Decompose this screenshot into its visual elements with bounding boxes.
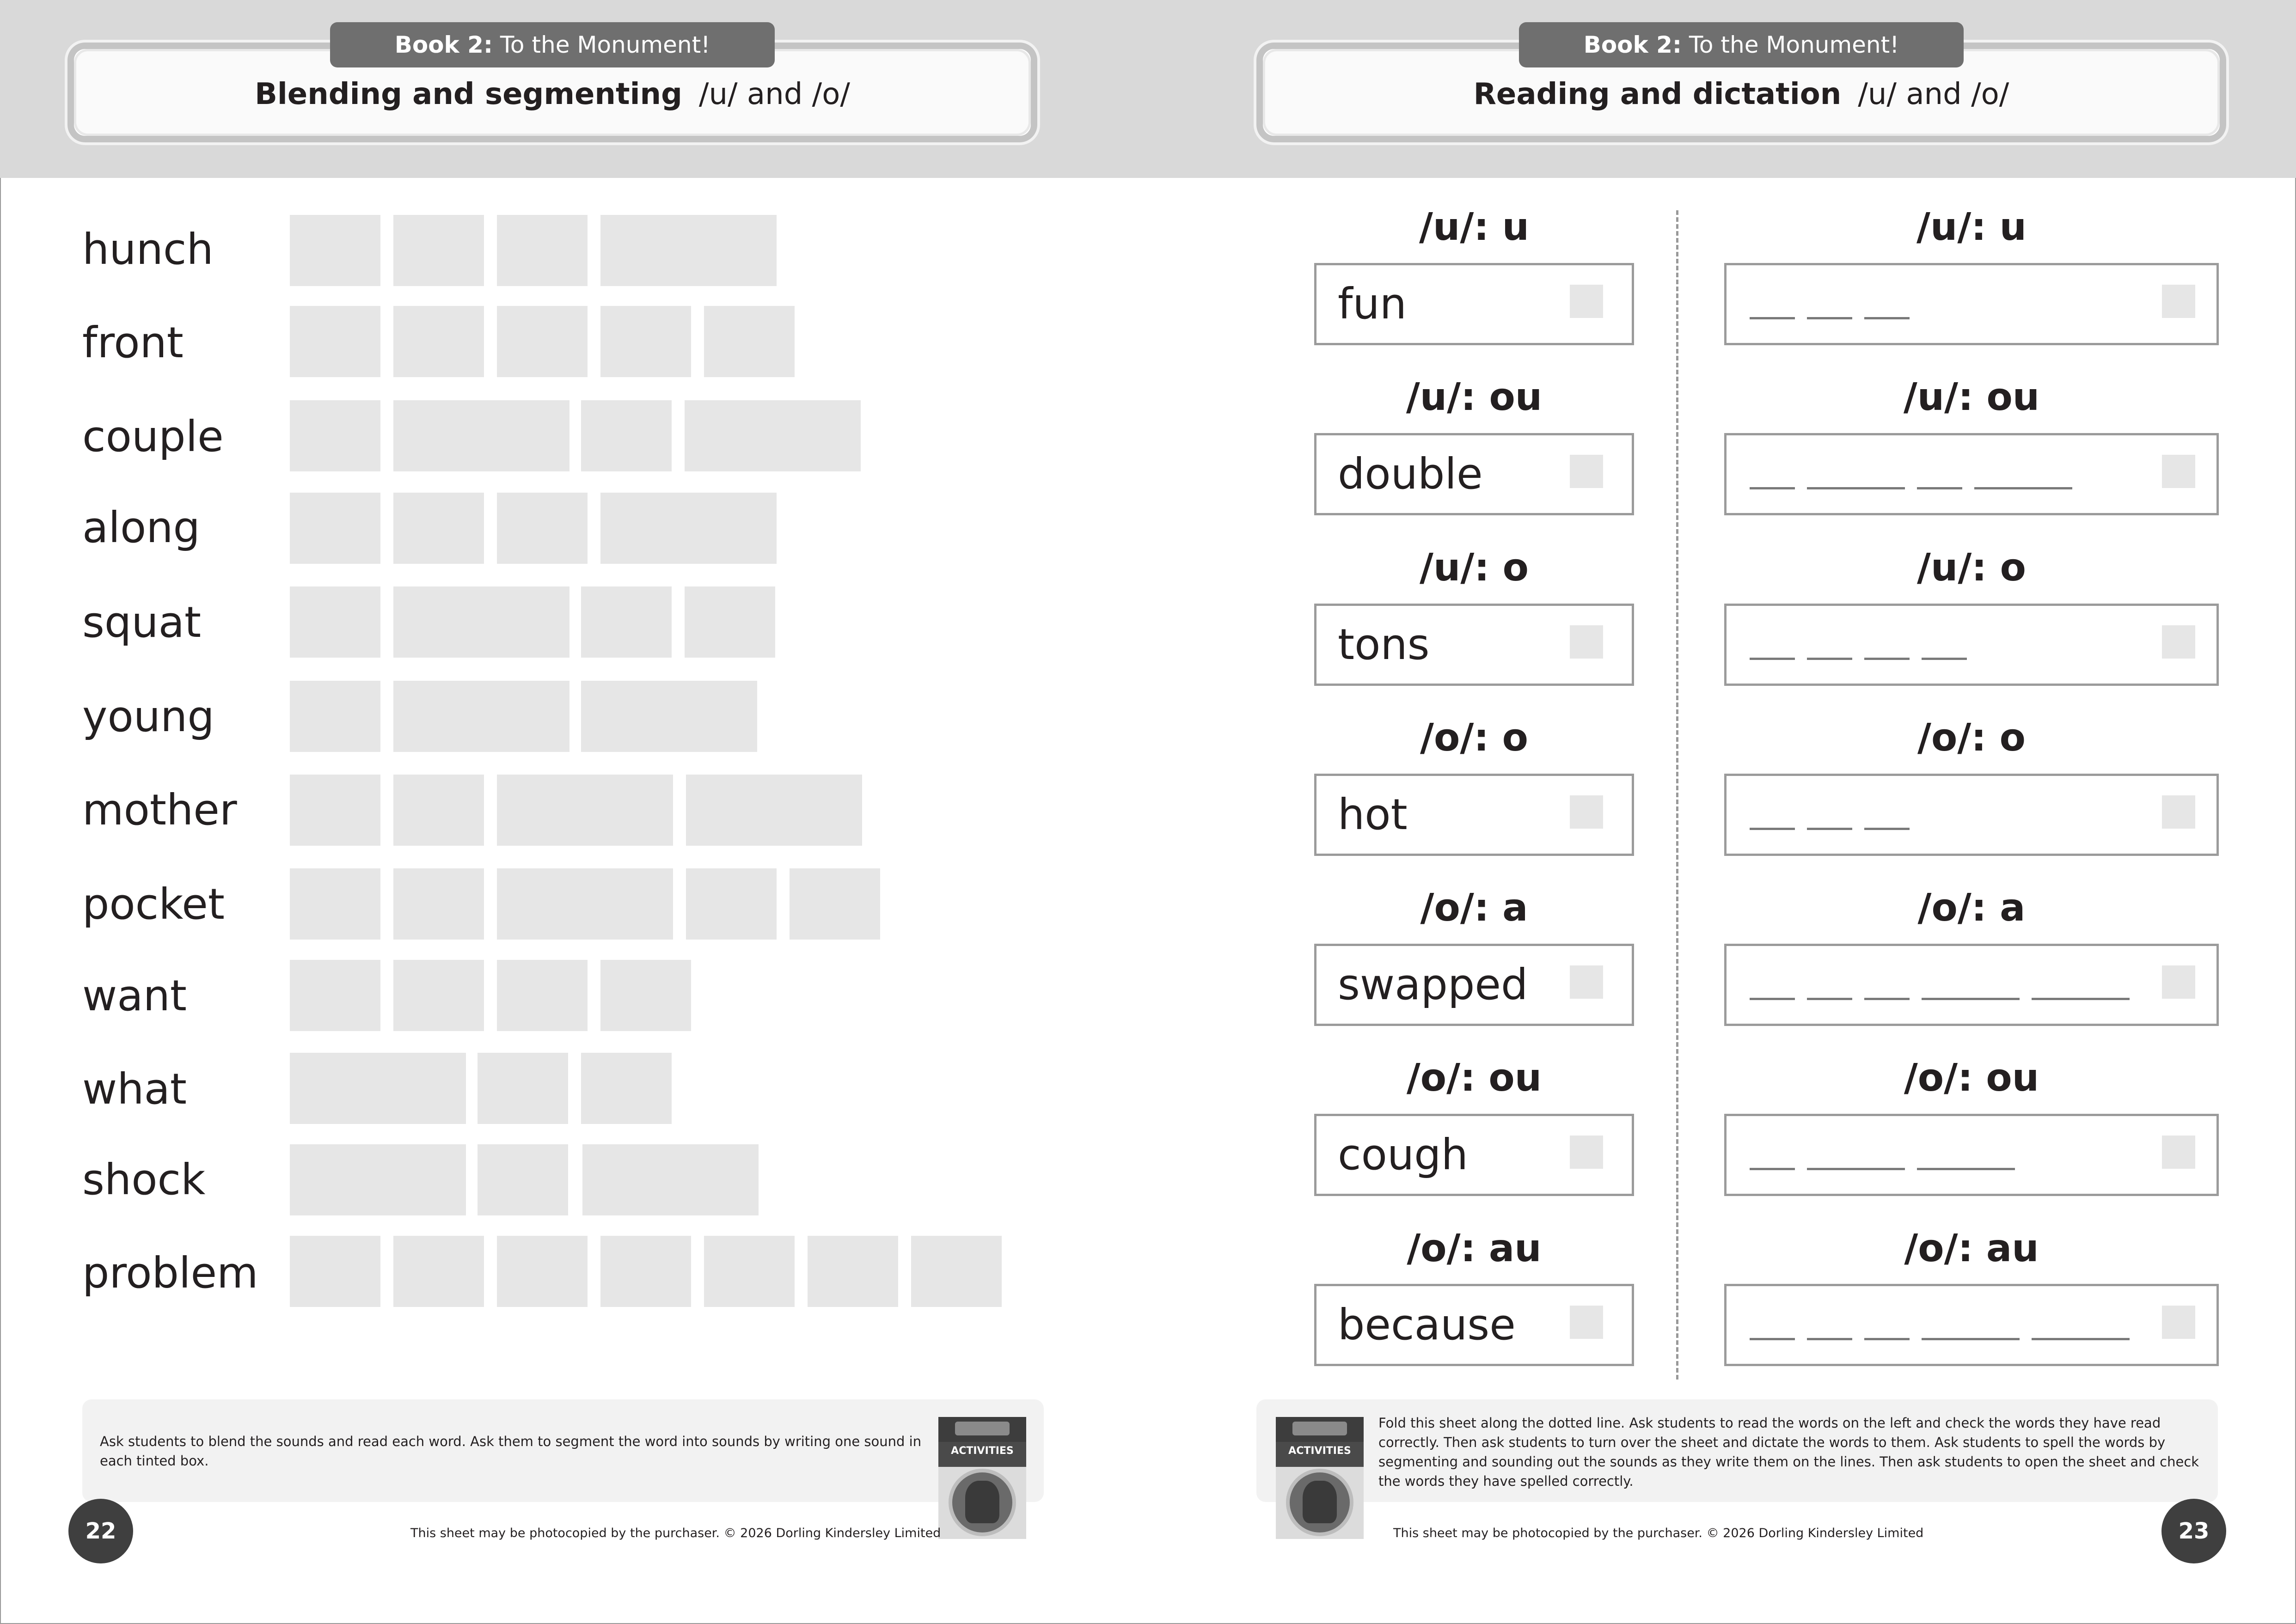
reading-word-box — [1314, 944, 1634, 1026]
check-box[interactable] — [2162, 285, 2195, 318]
check-box[interactable] — [1570, 625, 1603, 659]
letter-line[interactable] — [1807, 487, 1905, 489]
page-number-left: 22 — [68, 1499, 133, 1563]
letter-line[interactable] — [1807, 1338, 1852, 1340]
sound-tile[interactable] — [704, 1236, 795, 1307]
sound-tile[interactable] — [290, 1144, 466, 1215]
sound-tile[interactable] — [393, 400, 569, 471]
reading-word: swapped — [1338, 960, 1528, 1009]
right-book-tab — [1519, 22, 1964, 67]
reading-word: because — [1338, 1300, 1516, 1349]
check-box[interactable] — [2162, 1306, 2195, 1339]
sound-label: /o/: o — [1420, 716, 1528, 760]
word-item: mother — [82, 785, 237, 835]
letter-line[interactable] — [1864, 658, 1910, 660]
check-box[interactable] — [1570, 1306, 1603, 1339]
sound-label: /u/: o — [1917, 546, 2026, 590]
sound-tile[interactable] — [478, 1144, 568, 1215]
sound-tile[interactable] — [581, 681, 757, 752]
sound-label: /o/: a — [1420, 886, 1528, 930]
sound-tile[interactable] — [290, 586, 380, 658]
word-item: problem — [82, 1248, 258, 1298]
check-box[interactable] — [1570, 795, 1603, 829]
sound-label: /u/: u — [1419, 205, 1529, 249]
sound-label: /o/: o — [1917, 716, 2026, 760]
thumb-logo — [955, 1422, 1010, 1435]
reading-word: fun — [1338, 279, 1407, 329]
left-instructions-text: Ask students to blend the sounds and read each word. Ask them to segment the word into sounds by writing one sound in each tinted box. — [100, 1434, 922, 1469]
sound-tile[interactable] — [581, 586, 672, 658]
word-item: want — [82, 971, 187, 1020]
sound-tile[interactable] — [704, 306, 795, 377]
left-heading — [74, 73, 1031, 116]
sound-tile[interactable] — [582, 1144, 759, 1215]
letter-line[interactable] — [1864, 828, 1910, 830]
left-book-thumbnail — [938, 1417, 1026, 1539]
sound-tile[interactable] — [290, 400, 380, 471]
reading-word: hot — [1338, 790, 1408, 839]
sound-tile[interactable] — [497, 868, 673, 940]
sound-tile[interactable] — [393, 681, 569, 752]
sound-tile[interactable] — [497, 775, 673, 846]
sound-label: /u/: ou — [1406, 375, 1543, 419]
thumb-figure — [965, 1481, 999, 1523]
reading-word-box — [1314, 774, 1634, 856]
sound-tile[interactable] — [497, 493, 588, 564]
sound-tile[interactable] — [600, 960, 691, 1031]
right-book-number: Book 2: — [1583, 31, 1682, 58]
sound-label: /o/: ou — [1904, 1056, 2039, 1100]
sound-tile[interactable] — [685, 400, 861, 471]
sound-tile[interactable] — [600, 1236, 691, 1307]
sound-tile[interactable] — [808, 1236, 898, 1307]
right-book-thumbnail — [1276, 1417, 1364, 1539]
sound-label: /o/: a — [1917, 886, 2026, 930]
reading-word-box — [1314, 263, 1634, 345]
dictation-box — [1724, 944, 2219, 1026]
sound-tile[interactable] — [290, 215, 380, 286]
dictation-box — [1724, 433, 2219, 515]
sound-tile[interactable] — [290, 306, 380, 377]
word-item: couple — [82, 412, 224, 461]
sound-tile[interactable] — [600, 306, 691, 377]
sound-label: /o/: ou — [1406, 1056, 1542, 1100]
right-book-title: To the Monument! — [1689, 31, 1899, 58]
reading-word-box — [1314, 433, 1634, 515]
reading-word: double — [1338, 449, 1483, 499]
sound-tile[interactable] — [686, 775, 862, 846]
sound-tile[interactable] — [600, 215, 777, 286]
letter-line[interactable] — [1750, 1338, 1795, 1340]
letter-line[interactable] — [1807, 658, 1852, 660]
sound-label: /u/: ou — [1903, 375, 2040, 419]
sound-tile[interactable] — [290, 1236, 380, 1307]
letter-line[interactable] — [1864, 1338, 1910, 1340]
right-footer: This sheet may be photocopied by the purchaser. © 2026 Dorling Kindersley Limited — [1393, 1526, 1924, 1540]
sound-tile[interactable] — [290, 1053, 466, 1124]
sound-label: /u/: u — [1916, 205, 2027, 249]
thumb-logo — [1292, 1422, 1347, 1435]
sound-tile[interactable] — [290, 868, 380, 940]
reading-word-box — [1314, 1114, 1634, 1196]
check-box[interactable] — [1570, 285, 1603, 318]
letter-line[interactable] — [1807, 998, 1852, 1000]
left-heading-sounds: /u/ and /o/ — [698, 77, 850, 111]
right-heading-sounds: /u/ and /o/ — [1858, 77, 2009, 111]
sound-tile[interactable] — [497, 1236, 588, 1307]
fold-line — [1676, 210, 1678, 1380]
reading-word: cough — [1338, 1130, 1468, 1179]
word-item: what — [82, 1064, 187, 1114]
sound-tile[interactable] — [497, 960, 588, 1031]
sound-tile[interactable] — [393, 493, 484, 564]
sound-tile[interactable] — [478, 1053, 568, 1124]
page-number-right: 23 — [2161, 1499, 2226, 1563]
check-box[interactable] — [1570, 1136, 1603, 1169]
letter-line[interactable] — [1917, 1168, 2015, 1170]
letter-line[interactable] — [1807, 828, 1852, 830]
check-box[interactable] — [2162, 1136, 2195, 1169]
left-instructions-box — [82, 1399, 1044, 1502]
left-heading-bold: Blending and segmenting — [255, 77, 682, 111]
letter-line[interactable] — [1807, 1168, 1905, 1170]
reading-word-box — [1314, 1284, 1634, 1366]
letter-line[interactable] — [1974, 487, 2072, 489]
letter-line[interactable] — [1750, 828, 1795, 830]
letter-line[interactable] — [1864, 998, 1910, 1000]
sound-tile[interactable] — [790, 868, 880, 940]
check-box[interactable] — [2162, 625, 2195, 659]
sound-tile[interactable] — [581, 400, 672, 471]
right-heading-bold: Reading and dictation — [1473, 77, 1842, 111]
check-box[interactable] — [1570, 965, 1603, 999]
sound-label: /o/: au — [1904, 1227, 2039, 1270]
left-footer: This sheet may be photocopied by the purchaser. © 2026 Dorling Kindersley Limited — [410, 1526, 941, 1540]
letter-line[interactable] — [2032, 998, 2130, 1000]
letter-line[interactable] — [2032, 1338, 2130, 1340]
dictation-box — [1724, 263, 2219, 345]
sound-tile[interactable] — [581, 1053, 672, 1124]
sound-tile[interactable] — [600, 493, 777, 564]
letter-line[interactable] — [1864, 317, 1910, 319]
dictation-box — [1724, 774, 2219, 856]
word-item: shock — [82, 1155, 206, 1204]
letter-line[interactable] — [1922, 998, 2020, 1000]
thumb-label: ACTIVITIES — [938, 1442, 1026, 1467]
sound-tile[interactable] — [393, 215, 484, 286]
word-item: along — [82, 503, 200, 552]
reading-word: tons — [1338, 620, 1430, 669]
sound-label: /o/: au — [1407, 1227, 1542, 1270]
sound-tile[interactable] — [911, 1236, 1002, 1307]
sound-tile[interactable] — [393, 868, 484, 940]
right-heading — [1263, 73, 2220, 116]
thumb-label: ACTIVITIES — [1276, 1442, 1364, 1467]
sound-tile[interactable] — [685, 586, 775, 658]
check-box[interactable] — [2162, 795, 2195, 829]
sound-tile[interactable] — [290, 681, 380, 752]
dictation-box — [1724, 1284, 2219, 1366]
thumb-figure — [1303, 1481, 1337, 1523]
sound-tile[interactable] — [393, 960, 484, 1031]
letter-line[interactable] — [1917, 487, 1962, 489]
left-book-number: Book 2: — [394, 31, 493, 58]
word-item: young — [82, 692, 214, 741]
sound-tile[interactable] — [393, 306, 484, 377]
letter-line[interactable] — [1922, 1338, 2020, 1340]
sound-tile[interactable] — [497, 215, 588, 286]
sound-tile[interactable] — [686, 868, 777, 940]
letter-line[interactable] — [1750, 1168, 1795, 1170]
sound-tile[interactable] — [290, 960, 380, 1031]
letter-line[interactable] — [1922, 658, 1967, 660]
dictation-box — [1724, 1114, 2219, 1196]
left-book-tab — [330, 22, 775, 67]
sound-tile[interactable] — [393, 1236, 484, 1307]
sound-tile[interactable] — [497, 306, 588, 377]
letter-line[interactable] — [1750, 998, 1795, 1000]
letter-line[interactable] — [1750, 658, 1795, 660]
word-item: hunch — [82, 225, 214, 274]
sound-tile[interactable] — [290, 493, 380, 564]
reading-word-box — [1314, 604, 1634, 686]
check-box[interactable] — [2162, 455, 2195, 488]
word-item: front — [82, 318, 184, 367]
word-item: squat — [82, 598, 202, 647]
letter-line[interactable] — [1750, 317, 1795, 319]
letter-line[interactable] — [1807, 317, 1852, 319]
dictation-box — [1724, 604, 2219, 686]
letter-line[interactable] — [1750, 487, 1795, 489]
sound-tile[interactable] — [393, 775, 484, 846]
right-instructions-text: Fold this sheet along the dotted line. Ask students to read the words on the left and check the words they have read correctly. Then ask students to turn over the sheet and dictate the words to them. Ask students to spell the words by segmenting and sounding out the sounds as they write them on the lines. Then ask students to open the sheet and check the words they have spelled correctly. — [1378, 1415, 2199, 1489]
word-item: pocket — [82, 879, 225, 929]
sound-tile[interactable] — [290, 775, 380, 846]
check-box[interactable] — [2162, 965, 2195, 999]
sound-label: /u/: o — [1420, 546, 1529, 590]
right-instructions-box — [1256, 1399, 2218, 1502]
sound-tile[interactable] — [393, 586, 569, 658]
left-book-title: To the Monument! — [500, 31, 710, 58]
check-box[interactable] — [1570, 455, 1603, 488]
